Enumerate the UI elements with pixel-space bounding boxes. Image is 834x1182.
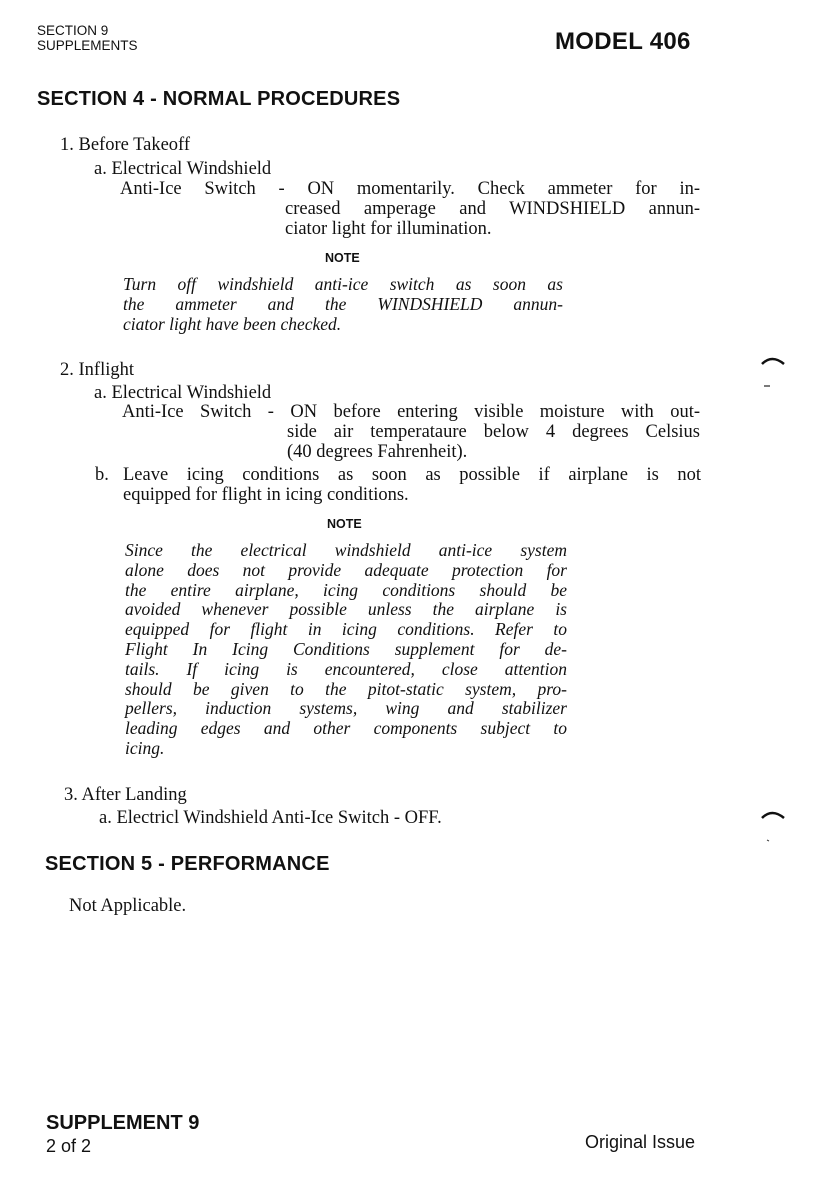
- item1-a-switch: Anti-Ice Switch - ON momentarily. Check ammeter for in-: [120, 179, 700, 199]
- note-line: pellers, induction systems, wing and stabilizer: [125, 698, 567, 719]
- note-line: should be given to the pitot-static system, pro-: [125, 678, 567, 699]
- item2-b-line1: Leave icing conditions as soon as possible if airplane is not: [123, 465, 701, 485]
- note-line: Since the electrical windshield anti-ice system: [125, 540, 567, 560]
- item2-a-line2: side air temperataure below 4 degrees Celsius: [287, 422, 700, 442]
- note-line: alone does not provide adequate protection for: [125, 559, 567, 580]
- note-line: Turn off windshield anti-ice switch as soon as: [123, 274, 563, 294]
- item2-label: 2. Inflight: [60, 360, 134, 380]
- item3-label: 3. After Landing: [64, 785, 187, 805]
- note-line: Flight In Icing Conditions supplement for de-: [125, 638, 567, 659]
- item3-a-line: a. Electricl Windshield Anti-Ice Switch - OFF.: [99, 808, 442, 828]
- header-subsection: SUPPLEMENTS: [37, 38, 138, 53]
- section4-title: SECTION 4 - NORMAL PROCEDURES: [37, 88, 401, 110]
- footer-issue: Original Issue: [585, 1132, 696, 1152]
- item1-note-body: [123, 275, 563, 334]
- note-line: the ammeter and the WINDSHIELD annun-: [123, 293, 563, 314]
- note-line: tails. If icing is encountered, close attention: [125, 658, 567, 679]
- item1-a-title: a. Electrical Windshield: [94, 159, 272, 179]
- header-model: MODEL 406: [555, 28, 691, 55]
- margin-mark: [756, 806, 792, 846]
- note-line: equipped for flight in icing conditions. Refer to: [125, 619, 567, 640]
- item2-a-title: a. Electrical Windshield: [94, 383, 272, 403]
- item1-a-line2: creased amperage and WINDSHIELD annun-: [285, 199, 700, 219]
- section5-text: Not Applicable.: [69, 896, 187, 916]
- section5-title: SECTION 5 - PERFORMANCE: [45, 853, 330, 875]
- item2-a-line3: (40 degrees Fahrenheit).: [287, 442, 468, 462]
- item2-b-label: b.: [95, 465, 109, 485]
- note-line: ciator light have been checked.: [123, 313, 342, 334]
- note-line: the entire airplane, icing conditions should be: [125, 579, 567, 600]
- item1-note-heading: NOTE: [325, 251, 360, 265]
- item1-a-line3: ciator light for illumination.: [285, 219, 492, 239]
- note-line: icing.: [125, 737, 165, 758]
- note-line: leading edges and other components subject to: [125, 718, 567, 739]
- item2-note-body: [125, 541, 567, 759]
- item2-note-heading: NOTE: [327, 517, 362, 531]
- item2-a-switch: Anti-Ice Switch - ON before entering visible moisture with out-: [122, 402, 700, 422]
- footer-page: 2 of 2: [46, 1136, 92, 1156]
- item1-label: 1. Before Takeoff: [60, 135, 191, 155]
- footer-supplement: SUPPLEMENT 9: [46, 1112, 200, 1134]
- margin-mark: [756, 352, 792, 392]
- note-line: avoided whenever possible unless the airplane is: [125, 599, 567, 620]
- header-section: SECTION 9: [37, 23, 109, 38]
- item2-b-line2: equipped for flight in icing conditions.: [123, 485, 409, 505]
